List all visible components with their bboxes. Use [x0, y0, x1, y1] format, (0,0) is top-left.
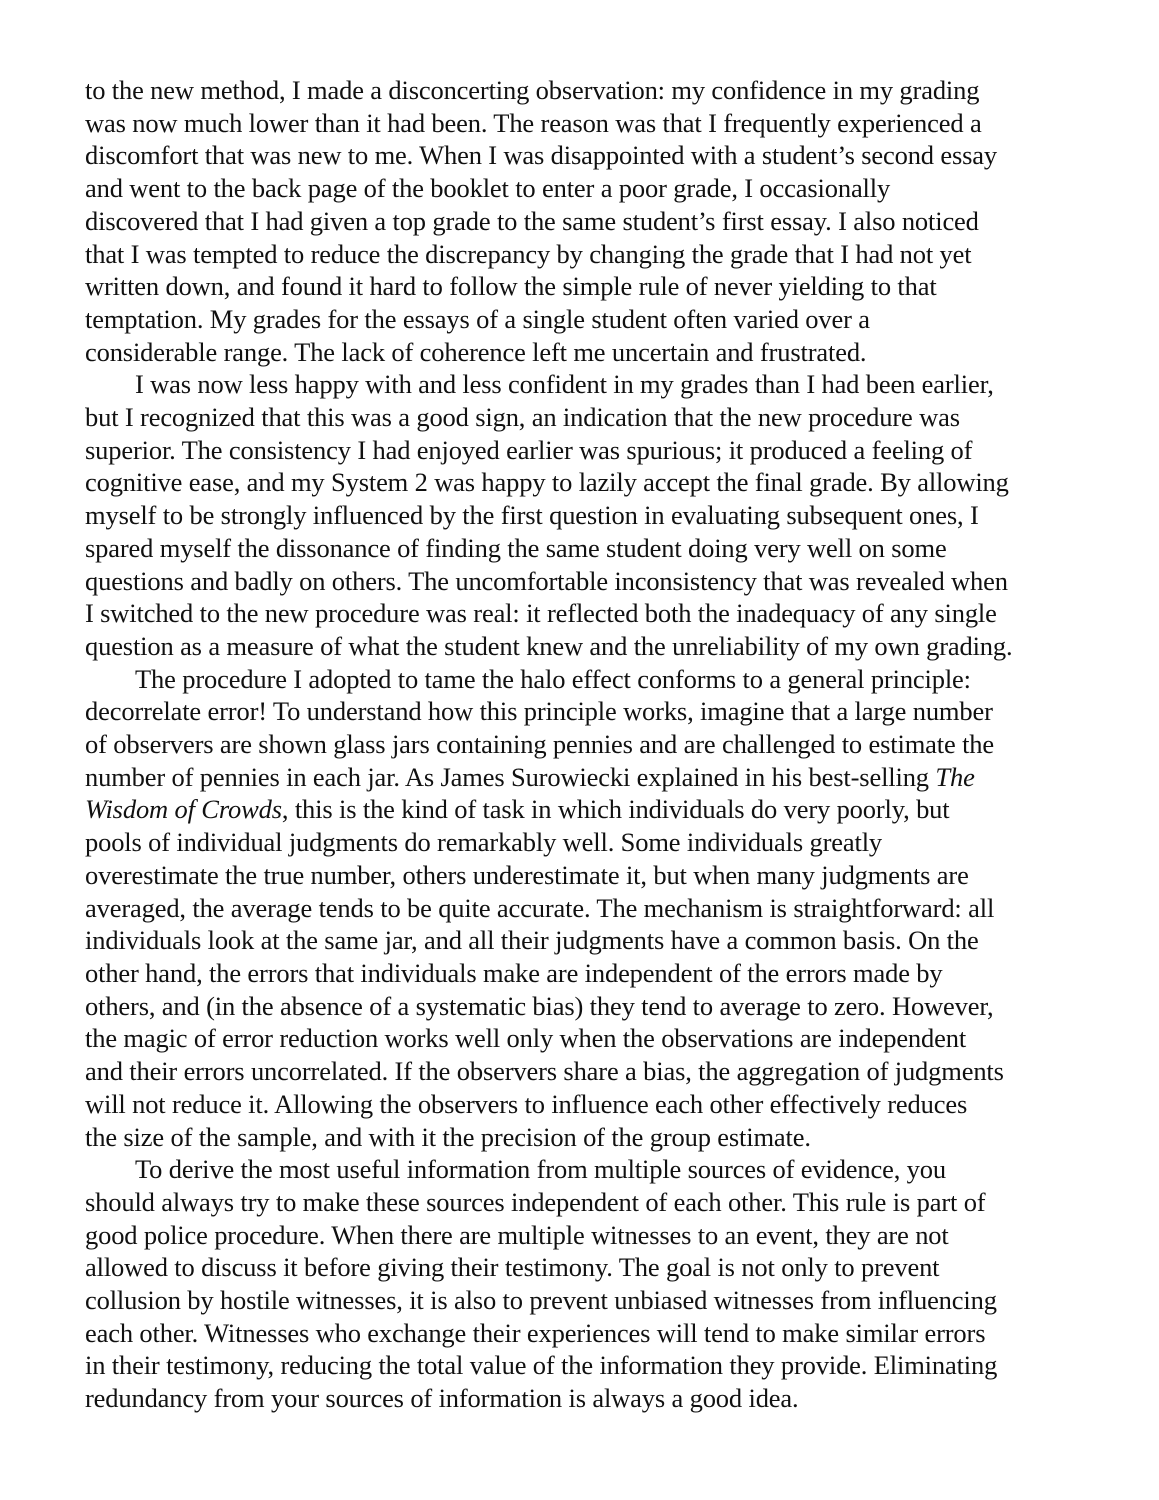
text-segment: number of pennies in each jar. As James Surowiecki explained in his best-selling: [85, 761, 936, 792]
text-line: cognitive ease, and my System 2 was happy to lazily accept the final grade. By allowing: [85, 467, 1009, 498]
text-line: To derive the most useful information from multiple sources of evidence, you: [135, 1154, 946, 1185]
text-line: averaged, the average tends to be quite accurate. The mechanism is straightforward: all: [85, 892, 995, 923]
text-line: the size of the sample, and with it the precision of the group estimate.: [85, 1121, 811, 1152]
text-line: questions and badly on others. The uncomfortable inconsistency that was revealed when: [85, 565, 1008, 596]
text-line: written down, and found it hard to follow the simple rule of never yielding to that: [85, 271, 937, 302]
text-line: considerable range. The lack of coherence left me uncertain and frustrated.: [85, 336, 867, 367]
text-line: the magic of error reduction works well only when the observations are independent: [85, 1023, 967, 1054]
paragraph-3: [85, 663, 1085, 1154]
book-title-italic: The: [935, 761, 975, 792]
text-line: I switched to the new procedure was real: it reflected both the inadequacy of any single: [85, 598, 997, 629]
text-line: good police procedure. When there are multiple witnesses to an event, they are not: [85, 1219, 949, 1250]
text-line: superior. The consistency I had enjoyed earlier was spurious; it produced a feeling of: [85, 434, 973, 465]
text-line: and went to the back page of the booklet to enter a poor grade, I occasionally: [85, 173, 891, 204]
text-line: discomfort that was new to me. When I was disappointed with a student’s second essay: [85, 140, 998, 171]
text-line: overestimate the true number, others underestimate it, but when many judgments are: [85, 859, 969, 890]
text-line: should always try to make these sources independent of each other. This rule is part of: [85, 1186, 986, 1217]
text-line: but I recognized that this was a good sign, an indication that the new procedure was: [85, 402, 960, 433]
text-line: The procedure I adopted to tame the halo effect conforms to a general principle:: [135, 663, 971, 694]
paragraph-2: [85, 368, 1085, 662]
text-line: allowed to discuss it before giving their testimony. The goal is not only to prevent: [85, 1252, 940, 1283]
text-line: collusion by hostile witnesses, it is also to prevent unbiased witnesses from influencing: [85, 1285, 997, 1316]
text-line: will not reduce it. Allowing the observers to influence each other effectively reduces: [85, 1088, 968, 1119]
text-line: individuals look at the same jar, and all their judgments have a common basis. On the: [85, 925, 979, 956]
text-line: question as a measure of what the student knew and the unreliability of my own grading.: [85, 630, 1013, 661]
text-line: spared myself the dissonance of finding the same student doing very well on some: [85, 532, 947, 563]
text-line: [85, 761, 1085, 794]
text-line: temptation. My grades for the essays of a single student often varied over a: [85, 303, 870, 334]
text-line: each other. Witnesses who exchange their experiences will tend to make similar errors: [85, 1317, 986, 1348]
text-line: discovered that I had given a top grade to the same student’s first essay. I also noticed: [85, 205, 979, 236]
text-line: other hand, the errors that individuals make are independent of the errors made by: [85, 957, 943, 988]
text-line: others, and (in the absence of a systematic bias) they tend to average to zero. However,: [85, 990, 994, 1021]
text-line: [85, 793, 1085, 826]
text-line: to the new method, I made a disconcerting observation: my confidence in my grading: [85, 75, 980, 105]
book-title-italic: Wisdom of Crowds: [85, 794, 282, 825]
text-line: in their testimony, reducing the total value of the information they provide. Eliminating: [85, 1350, 998, 1381]
text-line: I was now less happy with and less confident in my grades than I had been earlier,: [135, 369, 994, 400]
text-line: that I was tempted to reduce the discrepancy by changing the grade that I had not yet: [85, 238, 972, 269]
text-line: pools of individual judgments do remarkably well. Some individuals greatly: [85, 827, 883, 858]
text-line: and their errors uncorrelated. If the observers share a bias, the aggregation of judgments: [85, 1056, 1004, 1087]
text-line: was now much lower than it had been. The reason was that I frequently experienced a: [85, 107, 982, 138]
text-line: of observers are shown glass jars containing pennies and are challenged to estimate the: [85, 729, 994, 760]
paragraph-1: [85, 74, 1085, 368]
text-segment: , this is the kind of task in which individuals do very poorly, but: [281, 794, 950, 825]
document-page: [85, 74, 1085, 1415]
text-line: myself to be strongly influenced by the first question in evaluating subsequent ones, I: [85, 500, 979, 531]
text-line: decorrelate error! To understand how this principle works, imagine that a large number: [85, 696, 993, 727]
paragraph-4: [85, 1153, 1085, 1415]
text-line: redundancy from your sources of information is always a good idea.: [85, 1383, 799, 1414]
